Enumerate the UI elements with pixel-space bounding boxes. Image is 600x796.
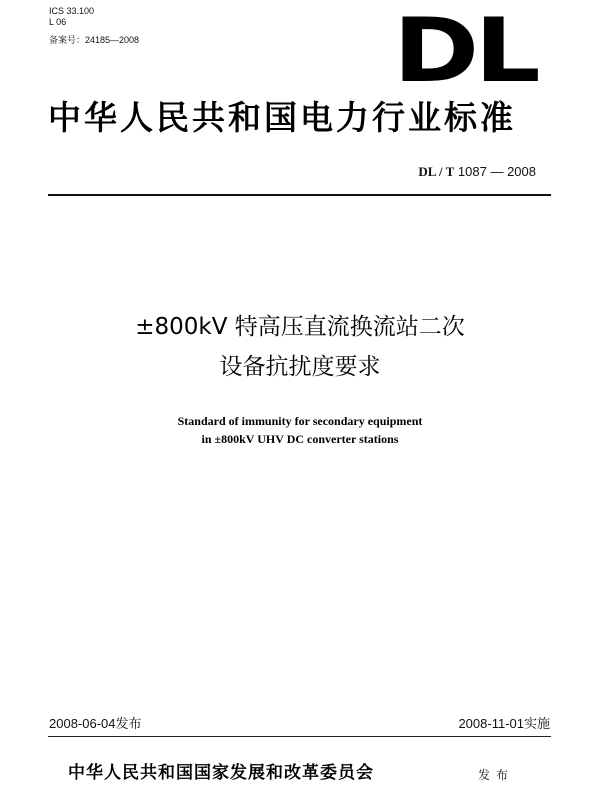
dl-logo: DL <box>393 0 536 102</box>
chinese-title-line-1: ±800kV 特高压直流换流站二次 <box>135 314 465 340</box>
record-number: 备案号：24185—2008 <box>49 35 140 45</box>
publisher-name: 中华人民共和国国家发展和改革委员会 <box>68 763 374 783</box>
ics-code: ICS 33.100 <box>49 6 95 16</box>
classification-code: L 06 <box>49 17 67 27</box>
issue-date: 2008-06-04发布 <box>49 716 142 731</box>
footer-divider <box>48 736 551 737</box>
standard-category-title: 中华人民共和国电力行业标准 <box>48 98 516 137</box>
standard-number <box>418 164 536 180</box>
english-title-line-1: Standard of immunity for secondary equipment <box>177 414 423 428</box>
implementation-date: 2008-11-01实施 <box>458 716 550 731</box>
header-divider <box>48 194 551 196</box>
chinese-title-line-2: 设备抗扰度要求 <box>219 354 381 380</box>
standard-number-value: 1087 — 2008 <box>457 164 536 179</box>
english-title-line-2: in ±800kV UHV DC converter stations <box>201 432 399 446</box>
standard-code: DL / T <box>418 164 455 179</box>
publish-label: 发布 <box>478 768 515 782</box>
